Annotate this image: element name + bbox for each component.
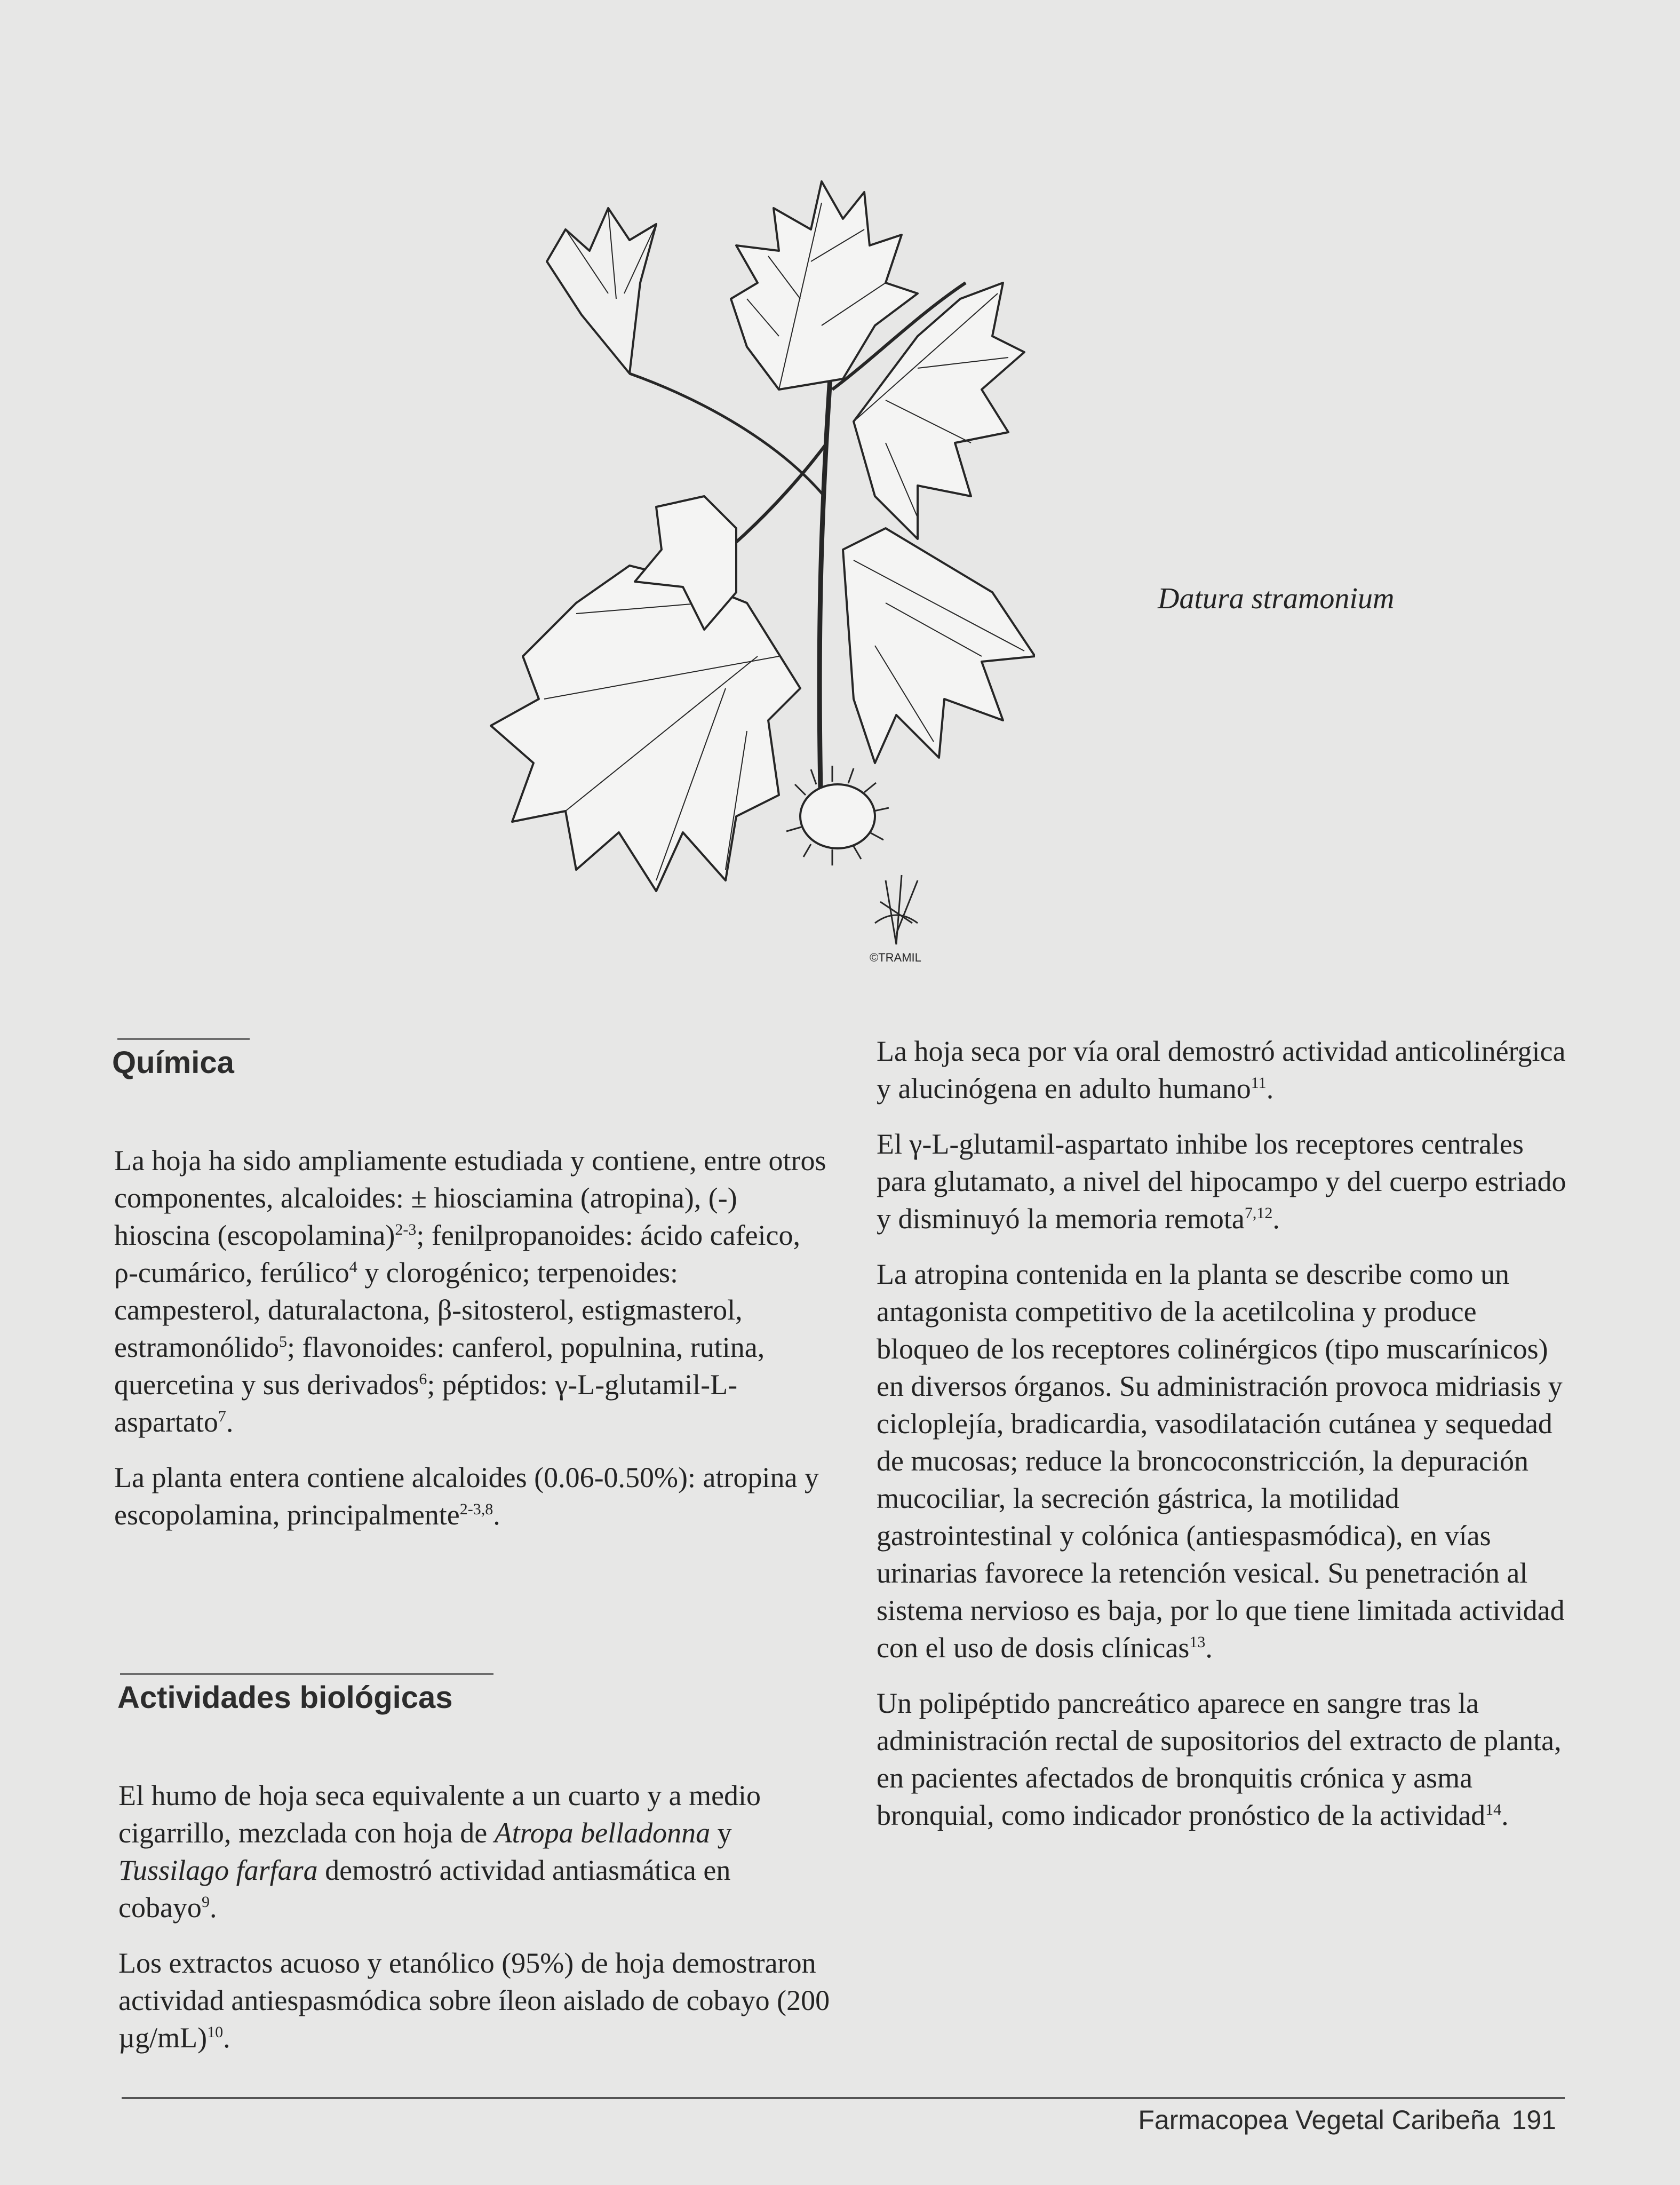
leaf-left — [491, 566, 800, 891]
right-paragraph-2: El γ-L-glutamil-aspartato inhibe los receptores centrales para glutamato, a nivel del hipocampo y del cuerpo estriado y disminuyó la memoria remota$^{7,12}$. — [877, 1128, 1566, 1235]
quimica-paragraph-1: La hoja ha sido ampliamente estudiada y contiene, entre otros componentes, alcaloides: ± hiosciamina (atropina), (-) hioscina (escopolamina)$^{2-3}$; fenilpropanoides: ácido cafeico, ρ-cumárico, ferúlico$^4$ y clorogénico; terpenoides: campesterol, daturalactona, β-sitosterol, estigmasterol, estramonólido$^5$; flavonoides: canferol, populnina, rutina, quercetina y sus derivados$^6$; péptidos: γ-L-glutamil-L-aspartato$^7$. — [114, 1145, 826, 1438]
quimica-rule — [117, 1038, 250, 1040]
illustration-caption: Datura stramonium — [1158, 582, 1395, 615]
right-paragraph-4: Un polipéptido pancreático aparece en sangre tras la administración rectal de supositorios del extracto de planta, en pacientes afectados de bronquitis crónica y asma bronquial, como indicador pronóstico de la actividad$^{14}$. — [877, 1687, 1562, 1831]
quimica-heading: Química — [112, 1045, 234, 1080]
root-detail — [875, 875, 918, 944]
actividades-heading: Actividades biológicas — [117, 1680, 453, 1715]
actividades-paragraph-1: El humo de hoja seca equivalente a un cuarto y a medio cigarrillo, mezclada con hoja de Atropa belladonna y Tussilago farfara demostró actividad antiasmática en cobayo$^9$. — [118, 1779, 761, 1924]
main-stem — [819, 347, 832, 838]
datura-illustration — [405, 123, 1035, 971]
actividades-body — [118, 1777, 833, 2075]
right-column-body — [877, 1032, 1570, 1852]
actividades-paragraph-2: Los extractos acuoso y etanólico (95%) de hoja demostraron actividad antiespasmódica sobre íleon aislado de cobayo (200 µg/mL)$^{10}$. — [118, 1947, 830, 2054]
leaf-top — [731, 181, 918, 390]
right-paragraph-1: La hoja seca por vía oral demostró actividad anticolinérgica y alucinógena en adulto humano$^{11}$. — [877, 1035, 1566, 1105]
leaf-lower-right — [843, 528, 1035, 763]
branch-flower — [630, 374, 824, 496]
right-paragraph-3: La atropina contenida en la planta se describe como un antagonista competitivo de la acetilcolina y produce bloqueo de los receptores colinérgicos (tipo muscarínicos) en diversos órganos. Su administración provoca midriasis y cicloplejía, bradicardia, vasodilatación cutánea y sequedad de mucosas; reduce la broncoconstricción, la depuración mucociliar, la secreción gástrica, la motilidad gastrointestinal y colónica (antiespasmódica), en vías urinarias favorece la retención vesical. Su penetración al sistema nervioso es baja, por lo que tiene limitada actividad con el uso de dosis clínicas$^{13}$. — [877, 1258, 1565, 1664]
illustration-credit: ©TRAMIL — [870, 951, 921, 964]
footer-rule — [122, 2097, 1565, 2099]
page-number: 191 — [1511, 2105, 1556, 2135]
actividades-rule — [120, 1673, 493, 1675]
quimica-paragraph-2: La planta entera contiene alcaloides (0.06-0.50%): atropina y escopolamina, principalmente$^{2-3,8}$. — [114, 1461, 819, 1531]
page-footer — [1126, 2104, 1556, 2135]
datura-flower — [547, 208, 656, 374]
quimica-body — [114, 1142, 829, 1552]
footer-title: Farmacopea Vegetal Caribeña — [1138, 2105, 1500, 2135]
spiny-fruit — [800, 784, 875, 848]
